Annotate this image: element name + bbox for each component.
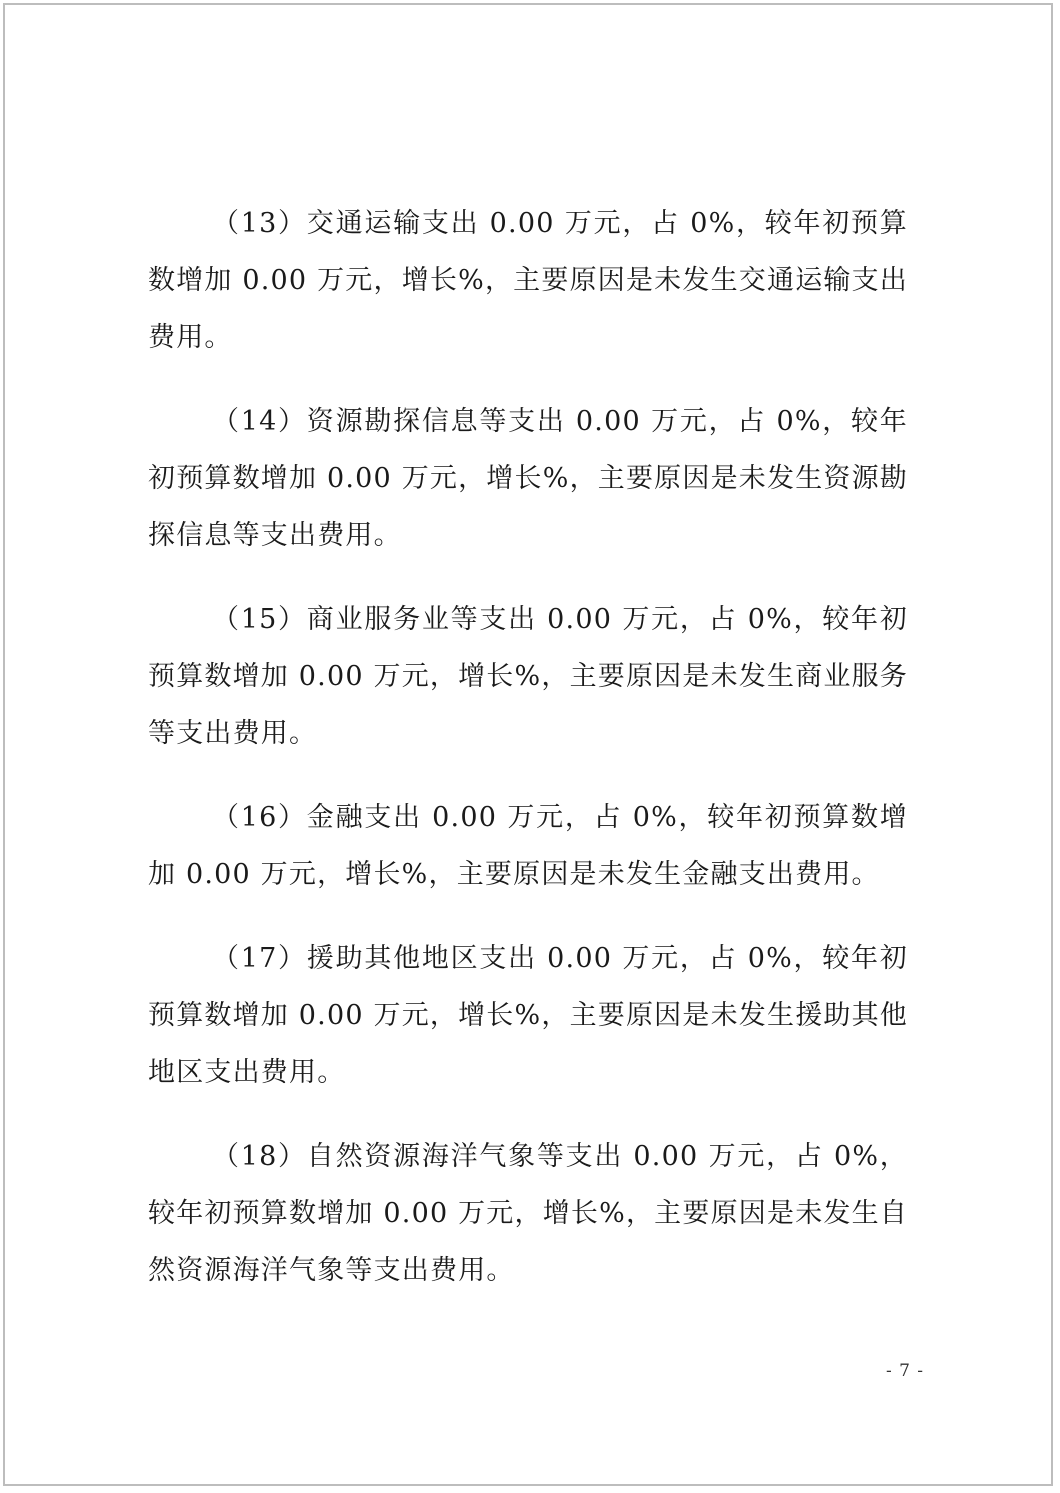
page — [3, 3, 1053, 1486]
paragraph-13: （13）交通运输支出 0.00 万元，占 0%，较年初预算数增加 0.00 万元，增长%，主要原因是未发生交通运输支出费用。 — [148, 208, 908, 353]
paragraph-14: （14）资源勘探信息等支出 0.00 万元，占 0%，较年初预算数增加 0.00 万元，增长%，主要原因是未发生资源勘探信息等支出费用。 — [148, 406, 908, 551]
paragraph-18: （18）自然资源海洋气象等支出 0.00 万元，占 0%，较年初预算数增加 0.00 万元，增长%，主要原因是未发生自然资源海洋气象等支出费用。 — [148, 1141, 908, 1286]
document-body — [148, 195, 908, 1326]
paragraph-15: （15）商业服务业等支出 0.00 万元，占 0%，较年初预算数增加 0.00 万元，增长%，主要原因是未发生商业服务等支出费用。 — [148, 604, 908, 749]
paragraph-16: （16）金融支出 0.00 万元，占 0%，较年初预算数增加 0.00 万元，增长%，主要原因是未发生金融支出费用。 — [148, 802, 908, 890]
paragraph-17: （17）援助其他地区支出 0.00 万元，占 0%，较年初预算数增加 0.00 万元，增长%，主要原因是未发生援助其他地区支出费用。 — [148, 943, 908, 1088]
page-number: - 7 - — [885, 1361, 925, 1381]
